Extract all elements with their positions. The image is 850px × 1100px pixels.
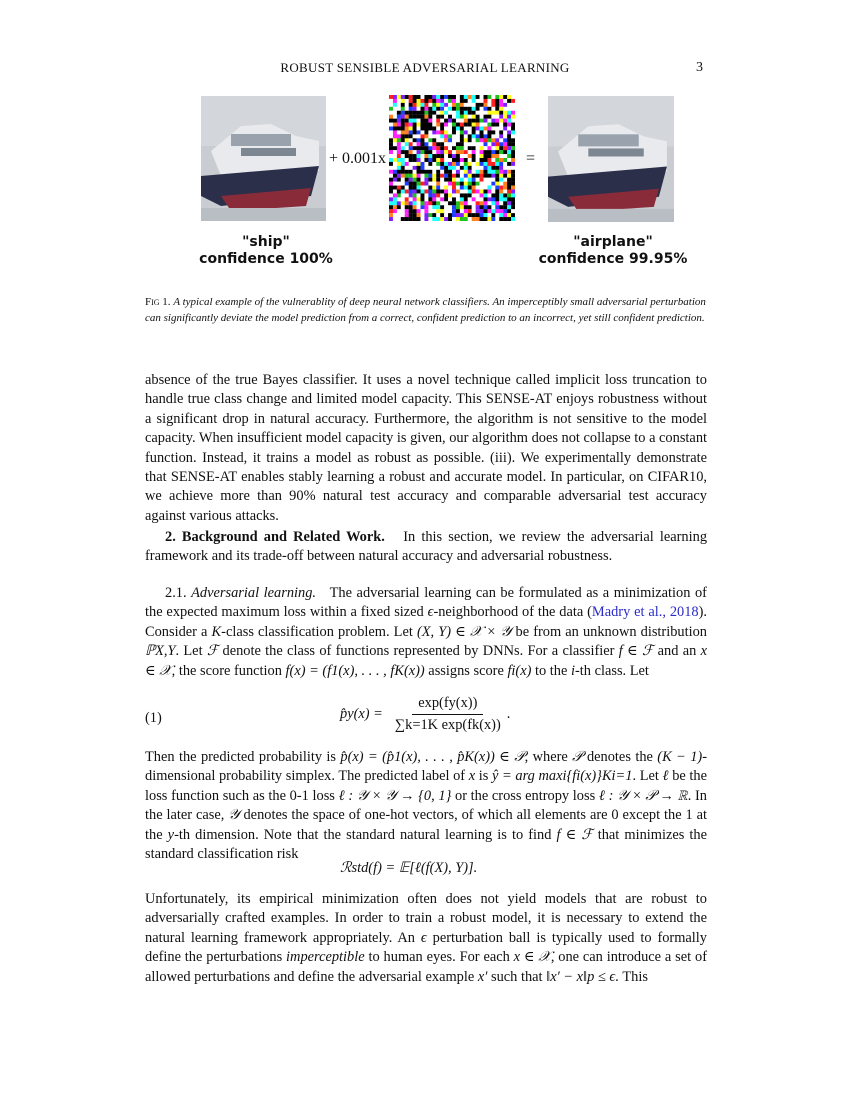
text: or the cross entropy loss bbox=[451, 787, 599, 804]
caption-text: A typical example of the vulnerablity of deep neural network classifiers. An imperceptibly small adversarial perturbation can significantly deviate the model prediction from a correct, confident prediction to an incorrect, yet still confident prediction. bbox=[145, 296, 706, 324]
text: The adversarial learning can be formulated as a minimization of the expected maximum loss within a fixed sized bbox=[145, 585, 707, 621]
left-class-label: "ship" bbox=[242, 234, 290, 250]
text: assigns score bbox=[424, 662, 508, 679]
text: be the loss function such as the 0-1 loss bbox=[145, 768, 708, 804]
citation-link[interactable]: Madry et al., 2018 bbox=[591, 604, 699, 621]
eq1-numerator: exp(fy(x)) bbox=[412, 695, 483, 715]
text: is bbox=[475, 768, 493, 785]
math: (X, Y) ∈ 𝒳 × 𝒴 bbox=[416, 623, 512, 640]
caption-number: Fig 1. bbox=[145, 296, 171, 308]
paragraph-predicted-probability bbox=[145, 748, 707, 864]
equals-operator: = bbox=[526, 150, 536, 167]
math: ℓ : 𝒴 × 𝒫 → ℝ bbox=[598, 787, 688, 804]
ship-image bbox=[201, 96, 326, 221]
math: fi(x) bbox=[507, 662, 532, 679]
math: f(x) = (f1(x), . . . , fK(x)) bbox=[285, 662, 425, 679]
adversarial-ship-image bbox=[548, 96, 674, 222]
text: . This bbox=[615, 968, 648, 985]
text: . In the later case, bbox=[145, 787, 707, 824]
text: -dimensional probability simplex. The predicted label of bbox=[145, 749, 707, 785]
text: . Let bbox=[632, 768, 663, 785]
text: Unfortunately, its empirical minimization often does not yield models that are robust to adversarially crafted examples. In order to train a robust model, it is necessary to extend the natural learning framework appropriately. An bbox=[145, 891, 707, 946]
text: Then the predicted probability is bbox=[145, 749, 341, 765]
section-intro: In this section, we review the adversarial learning framework and its trade-off between natural accuracy and adversarial robustness. bbox=[145, 529, 708, 565]
right-confidence-label: confidence 99.95% bbox=[538, 251, 688, 267]
math: ℓ bbox=[662, 768, 669, 785]
text: such that bbox=[487, 968, 547, 985]
eq1-lhs: p̂y(x) = bbox=[340, 706, 383, 722]
subsection-title: Adversarial learning. bbox=[191, 585, 316, 601]
text: -th class. Let bbox=[574, 662, 649, 679]
text: be from an unknown distribution bbox=[511, 623, 707, 640]
equation-number: (1) bbox=[145, 710, 162, 726]
paragraph-contributions: absence of the true Bayes classifier. It uses a novel technique called implicit loss truncation to handle true class change and limited model capacity. This SENSE-AT enjoys robustness without a significant drop in natural accuracy. Furthermore, the algorithm is not sensitive to the model capacity. When insufficient model capacity is given, our algorithm does not collapse to a constant function. Instead, it trains a model as robust as possible. (iii). We experimentally demonstrate that SENSE-AT enables stably learning a robust and accurate model. In particular, on CIFAR10, we achieve more than 90% natural test accuracy and comparable adversarial test accuracy against various attacks. bbox=[145, 372, 708, 524]
text: denote the class of functions represented by DNNs. For a classifier bbox=[218, 643, 619, 660]
left-image-label bbox=[180, 234, 352, 268]
text: denotes the space of one-hot vectors, of which all elements are 0 except the 1 at the bbox=[145, 807, 708, 843]
math: f ∈ ℱ bbox=[618, 643, 654, 660]
math: K bbox=[211, 623, 222, 640]
running-title: ROBUST SENSIBLE ADVERSARIAL LEARNING bbox=[280, 60, 570, 75]
text: ). Consider a bbox=[145, 604, 707, 640]
math: 𝒫 bbox=[572, 749, 583, 765]
math: x′ bbox=[477, 968, 488, 985]
eq1-period: . bbox=[506, 706, 511, 722]
math: f ∈ ℱ bbox=[556, 826, 593, 843]
text: perturbation ball is typically used to formally define the perturbations bbox=[145, 929, 707, 966]
math: ℙX,Y bbox=[145, 643, 176, 660]
text: -neighborhood of the data ( bbox=[433, 604, 592, 621]
left-confidence-label: confidence 100% bbox=[199, 251, 333, 267]
math: x bbox=[468, 768, 476, 785]
math: ℓ : 𝒴 × 𝒴 → {0, 1} bbox=[338, 787, 452, 804]
math: x ∈ 𝒳 bbox=[145, 643, 707, 679]
eq1-fraction bbox=[389, 695, 507, 734]
text: to human eyes. For each bbox=[364, 949, 514, 966]
math: 𝒴 bbox=[228, 807, 240, 824]
text: denotes the bbox=[582, 749, 658, 765]
text: -th dimension. Note that the standard natural learning is to find bbox=[174, 826, 557, 843]
text: to the bbox=[531, 662, 571, 679]
math: x ∈ 𝒳 bbox=[513, 949, 551, 966]
math: ‖x′ − x‖p ≤ ϵ bbox=[546, 968, 616, 985]
section-background bbox=[145, 528, 707, 567]
right-class-label: "airplane" bbox=[573, 234, 653, 250]
text: , one can introduce a set of allowed perturbations and define the adversarial example bbox=[145, 949, 708, 985]
section-title: 2. Background and Related Work. bbox=[165, 529, 385, 545]
math: i bbox=[570, 662, 575, 679]
text: and an bbox=[653, 643, 701, 660]
equation-softmax bbox=[340, 695, 510, 734]
subsection-number: 2.1. bbox=[165, 585, 187, 601]
page-number: 3 bbox=[696, 60, 703, 75]
math: ϵ bbox=[420, 929, 427, 946]
math: ℱ bbox=[206, 643, 219, 660]
perturbation-noise-image bbox=[389, 95, 515, 221]
subsection-adversarial-learning bbox=[145, 584, 707, 681]
text: , where bbox=[524, 749, 573, 765]
math: y bbox=[167, 826, 175, 843]
math: p̂(x) = (p̂1(x), . . . , p̂K(x)) ∈ 𝒫 bbox=[340, 749, 525, 765]
text: that minimizes the standard classification risk bbox=[145, 826, 708, 863]
math: ŷ = arg maxi{fi(x)}Ki=1 bbox=[492, 768, 633, 785]
math: ϵ bbox=[427, 604, 434, 621]
eq1-denominator: ∑k=1K exp(fk(x)) bbox=[394, 717, 501, 733]
multiply-operator: + 0.001x bbox=[329, 150, 387, 167]
figure-caption bbox=[145, 294, 707, 326]
text: , the score function bbox=[171, 662, 286, 679]
text: . Let bbox=[175, 643, 207, 660]
paragraph-perturbation bbox=[145, 890, 707, 987]
emphasis-imperceptible: imperceptible bbox=[286, 949, 365, 966]
right-image-label bbox=[525, 234, 701, 268]
text: -class classification problem. Let bbox=[221, 623, 417, 640]
math: (K − 1) bbox=[657, 749, 703, 765]
equation-standard-risk: ℛstd(f) = 𝔼[ℓ(f(X), Y)]. bbox=[340, 860, 478, 876]
